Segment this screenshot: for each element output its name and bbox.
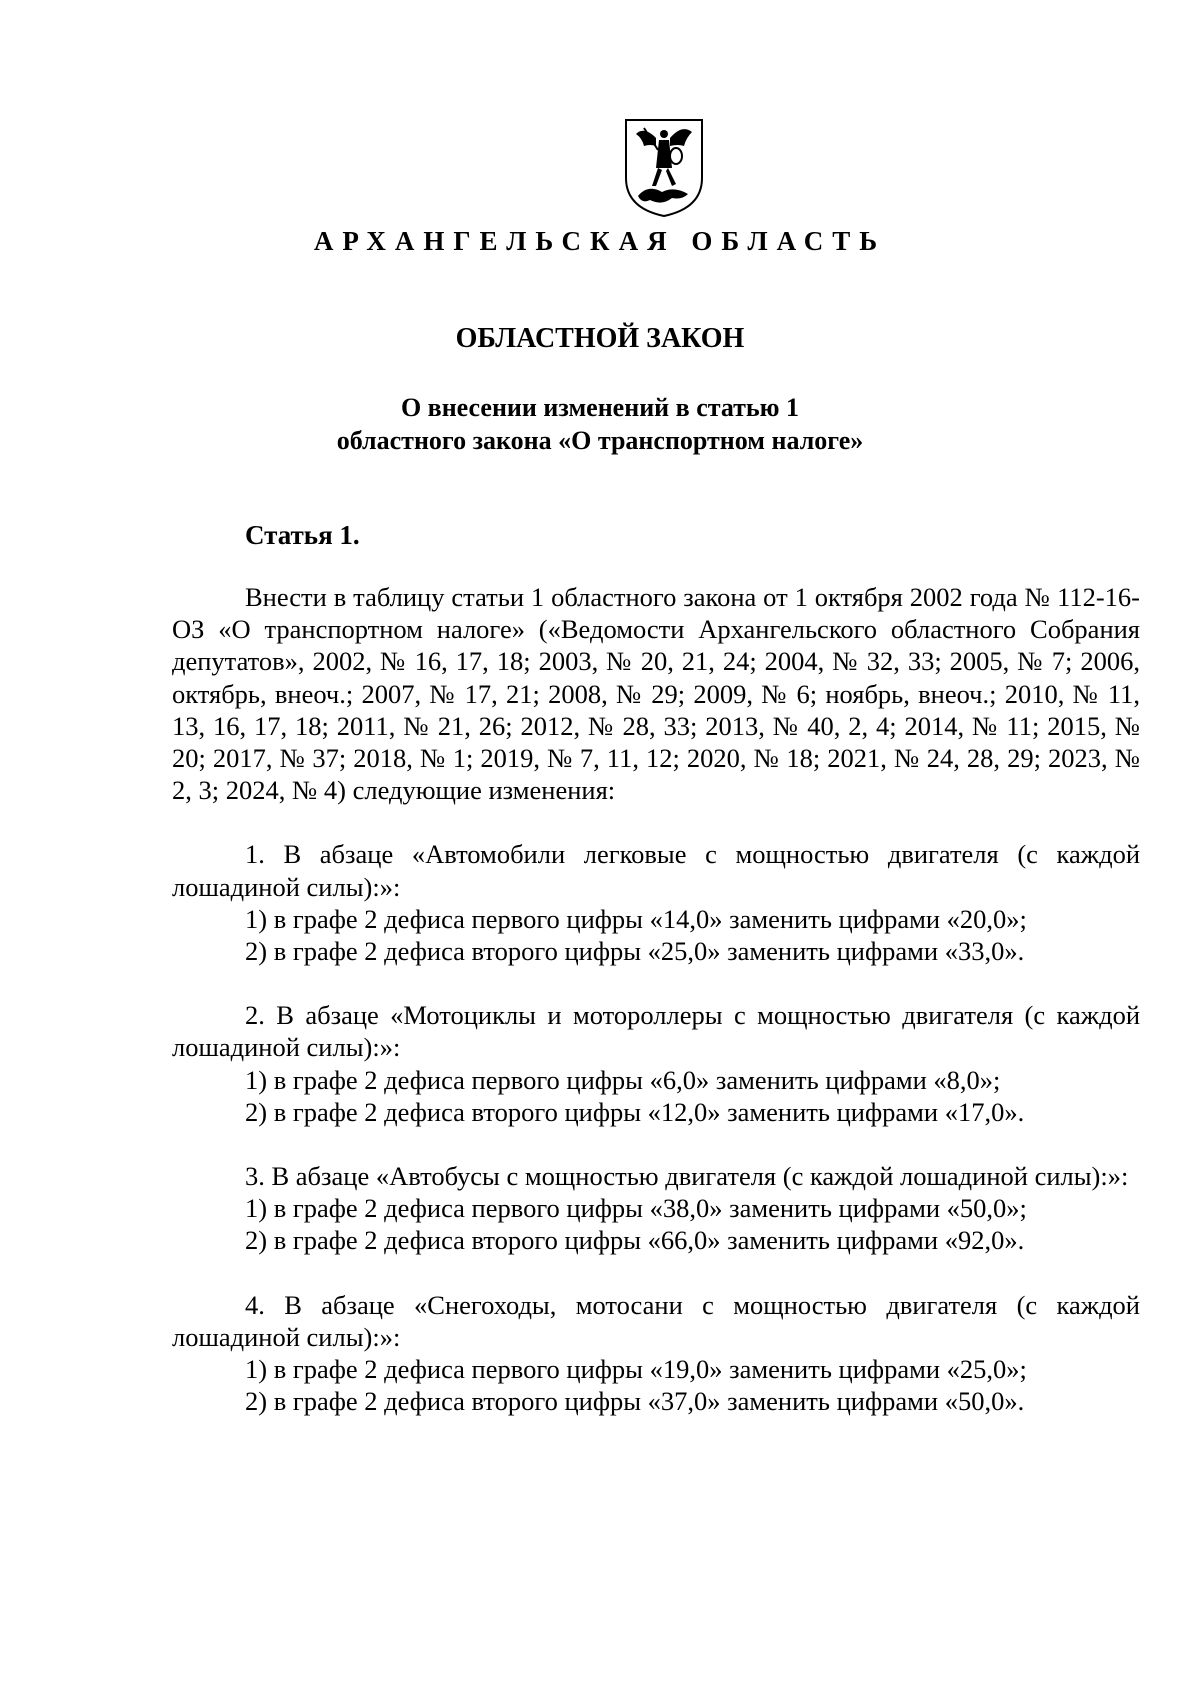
amendment-subitem: 2) в графе 2 дефиса второго цифры «66,0» заменить цифрами «92,0». (245, 1225, 1025, 1256)
amendment-subitem: 1) в графе 2 дефиса первого цифры «38,0» заменить цифрами «50,0»; (245, 1193, 1027, 1224)
article-body (172, 581, 1140, 1417)
archangel-coat-of-arms-icon (622, 116, 706, 218)
amendment-subitem: 2) в графе 2 дефиса второго цифры «25,0» заменить цифрами «33,0». (245, 936, 1025, 967)
amendment-subitem: 1) в графе 2 дефиса первого цифры «6,0» заменить цифрами «8,0»; (245, 1064, 1001, 1095)
amendment-text: 1. В абзаце «Автомобили легковые с мощностью двигателя (с каждой лошадиной силы):»: (172, 839, 1140, 902)
amendment-subitem: 1) в графе 2 дефиса первого цифры «14,0» заменить цифрами «20,0»; (245, 903, 1027, 934)
title-line-1: О внесении изменений в статью 1 (400, 393, 800, 422)
amendment-subitem: 2) в графе 2 дефиса второго цифры «12,0» заменить цифрами «17,0». (245, 1096, 1025, 1127)
amendment-text: 3. В абзаце «Автобусы с мощностью двигателя (с каждой лошадиной силы):»: (245, 1161, 1129, 1192)
region-name: АРХАНГЕЛЬСКАЯ ОБЛАСТЬ (313, 226, 887, 256)
article-heading: Статья 1. (245, 520, 360, 550)
amendment-subitem: 2) в графе 2 дефиса второго цифры «37,0» заменить цифрами «50,0». (245, 1386, 1025, 1417)
amendment-text: 2. В абзаце «Мотоциклы и мотороллеры с мощностью двигателя (с каждой лошадиной силы):»: (172, 1000, 1140, 1063)
article-intro: Внести в таблицу статьи 1 областного закона от 1 октября 2002 года № 112-16-ОЗ «О транспортном налоге» («Ведомости Архангельского областного Собрания депутатов», 2002, № 16, 17, 18; 2003, № 20, 21, 24; 2004, № 32, 33; 2005, № 7; 2006, октябрь, внеоч.; 2007, № 17, 21; 2008, № 29; 2009, № 6; ноябрь, внеоч.; 2010, № 11, 13, 16, 17, 18; 2011, № 21, 26; 2012, № 28, 33; 2013, № 40, 2, 4; 2014, № 11; 2015, № 20; 2017, № 37; 2018, № 1; 2019, № 7, 11, 12; 2020, № 18; 2021, № 24, 28, 29; 2023, № 2, 3; 2024, № 4) следующие изменения: (172, 582, 1140, 806)
amendment-subitem: 1) в графе 2 дефиса первого цифры «19,0» заменить цифрами «25,0»; (245, 1354, 1027, 1385)
amendment-item (172, 1160, 1140, 1257)
amendment-item (172, 1289, 1140, 1418)
document-title (0, 391, 1200, 457)
title-line-2: областного закона «О транспортном налоге» (336, 426, 864, 455)
document-type: ОБЛАСТНОЙ ЗАКОН (455, 323, 745, 354)
amendment-item (172, 838, 1140, 967)
amendment-text: 4. В абзаце «Снегоходы, мотосани с мощностью двигателя (с каждой лошадиной силы):»: (172, 1289, 1140, 1352)
amendment-item (172, 999, 1140, 1128)
